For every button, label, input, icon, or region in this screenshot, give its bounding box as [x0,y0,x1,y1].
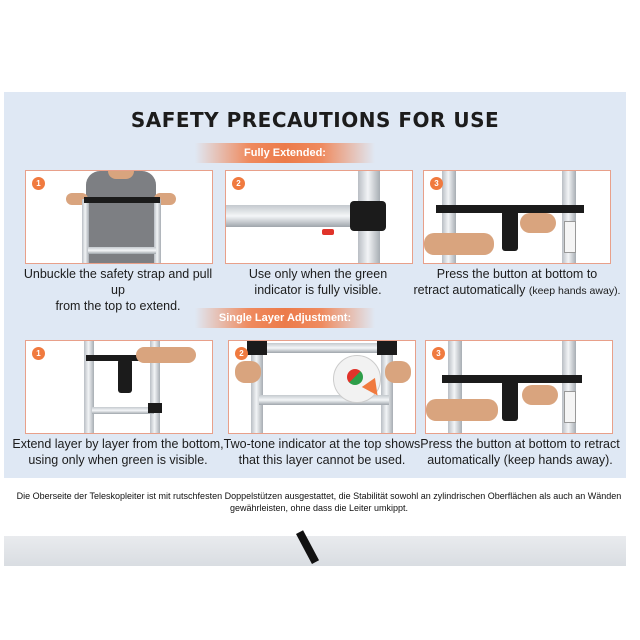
step-caption: Unbuckle the safety strap and pull up from the top to extend. [23,267,213,313]
rung-joint [377,341,397,355]
section-label-single-layer: Single Layer Adjustment: [195,308,375,328]
ladder-rung [92,407,154,414]
section-label-fully-extended: Fully Extended: [195,143,375,163]
step-image-layer-extend [25,340,213,434]
ladder-rung-closeup [226,205,356,227]
step-caption: Press the button at bottom to retract automatically (keep hands away). [413,267,621,297]
red-indicator [322,229,334,235]
step-image-retract-button [423,170,611,264]
strap-handle [502,205,518,251]
step-caption: Press the button at bottom to retract automatically (keep hands away). [420,437,620,467]
step-image-two-tone-indicator [228,340,416,434]
rung-joint [350,201,386,231]
step-number-badge: 2 [232,177,245,190]
right-hand [520,213,556,233]
strap-handle [502,375,518,421]
warning-label [564,221,576,253]
footnote-text: Die Oberseite der Teleskopleiter ist mit rutschfesten Doppelstützen ausgestattet, die Stabilität sowohl an zylindrischen Oberflächen als auch an Wänden gewährleisten, ohne dass die Leiter umkippt. [16,491,622,513]
left-arm [424,233,494,255]
rung-joint [247,341,267,355]
warning-label [564,391,576,423]
ladder-rung [88,247,156,254]
right-hand [385,361,411,383]
step-number-badge: 3 [432,347,445,360]
step-image-extend-strap [25,170,213,264]
right-hand [522,385,558,405]
step-caption: Extend layer by layer from the bottom, using only when green is visible. [12,437,224,467]
step-number-badge: 1 [32,177,45,190]
step-image-green-indicator [225,170,413,264]
strap-handle [118,359,132,393]
top-rung [259,343,389,353]
left-hand [235,361,261,383]
two-tone-indicator [347,369,363,385]
hand [136,347,196,363]
left-arm [426,399,498,421]
page-title: SAFETY PRECAUTIONS FOR USE [130,108,500,132]
safety-strap [84,197,160,203]
rung-joint [148,403,162,413]
step-number-badge: 2 [235,347,248,360]
person-neck [108,171,134,179]
step-caption: Use only when the green indicator is fully visible. [248,267,388,297]
step-caption: Two-tone indicator at the top shows that this layer cannot be used. [223,437,421,467]
step-number-badge: 3 [430,177,443,190]
step-image-retract-layer [425,340,613,434]
step-number-badge: 1 [32,347,45,360]
